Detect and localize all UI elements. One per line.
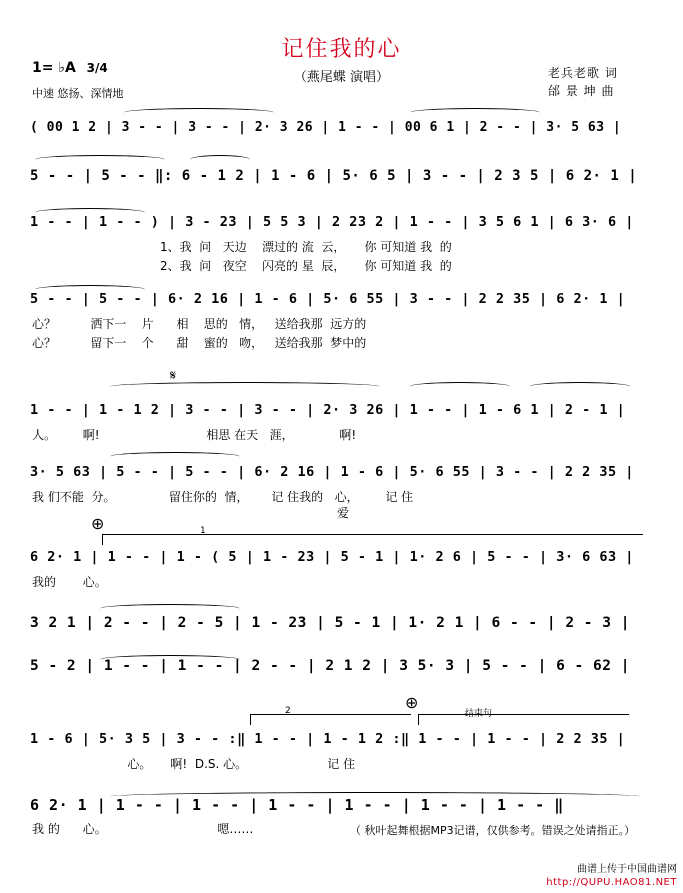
slur	[35, 155, 165, 164]
score-line: 6 2· 1 | 1 - - | 1 - - | 1 - - | 1 - - | 1 - - | 1 - - ‖	[30, 796, 564, 814]
score-line: 3· 5 63 | 5 - - | 5 - - | 6· 2 16 | 1 - 6 | 5· 6 55 | 3 - - | 2 2 35 |	[30, 464, 634, 480]
slur	[110, 452, 240, 461]
site-footer	[546, 863, 677, 889]
score-line: 5 - 2 | 1 - - | 1 - - | 2 - - | 2 1 2 | 3 5· 3 | 5 - - | 6 - 62 |	[30, 658, 630, 674]
transcription-note: （ 秋叶起舞根据MP3记谱，仅供参考。错误之处请指正。）	[350, 824, 636, 837]
slur	[190, 155, 250, 164]
credits	[548, 64, 618, 100]
lyricist: 老兵老歌 词	[548, 66, 618, 80]
score-line: 1 - 6 | 5· 3 5 | 3 - - :‖ 1 - - | 1 - 1 2 :‖ 1 - - | 1 - - | 2 2 35 |	[30, 731, 626, 747]
score-line: 6 2· 1 | 1 - - | 1 - ( 5 | 1 - 23 | 5 - 1 | 1· 2 6 | 5 - - | 3· 6 63 |	[30, 549, 634, 565]
slur	[410, 382, 510, 391]
score-line: 1 - - | 1 - - ) | 3 - 23 | 5 5 3 | 2 23 2 | 1 - - | 3 5 6 1 | 6 3· 6 |	[30, 214, 634, 230]
footer-line1: 曲谱上传于中国曲谱网	[577, 864, 677, 875]
final-ending-bracket	[418, 714, 629, 725]
lyric-line: 1、我 问 天边 漂过的 流 云， 你 可知道 我 的	[160, 240, 452, 254]
lyric-line: 我 的 心。 嗯……	[32, 822, 254, 836]
coda-icon: ⊕	[405, 693, 419, 712]
first-ending-label: 1	[200, 526, 206, 536]
key-signature	[32, 60, 108, 76]
composer: 邰 景 坤 曲	[548, 84, 615, 98]
score-line: 3 2 1 | 2 - - | 2 - 5 | 1 - 23 | 5 - 1 | 1· 2 1 | 6 - - | 2 - 3 |	[30, 615, 630, 631]
lyric-line: 人。 啊! 相思 在天 涯， 啊!	[32, 428, 357, 442]
segno-icon: 𝄋	[170, 368, 177, 384]
slur	[100, 655, 240, 664]
slur	[124, 108, 274, 117]
first-ending-bracket	[102, 534, 643, 545]
meter: 3/4	[86, 61, 108, 75]
coda-icon: ⊕	[91, 514, 105, 533]
second-ending-label: 2	[285, 706, 291, 716]
lyric-line: 我的 心。	[32, 575, 107, 589]
slur	[100, 604, 240, 613]
lyric-line: 我 们不能 分。 留住你的 情， 记 住我的 心， 记 住	[32, 490, 414, 504]
slur	[35, 208, 145, 217]
slur	[110, 792, 640, 801]
lyric-alt: 爱	[337, 506, 350, 520]
slur	[110, 382, 380, 391]
lyric-line: 心？ 留下一 个 甜 蜜的 吻， 送给我那 梦中的	[32, 336, 367, 350]
slur	[530, 382, 630, 391]
singer-credit: （燕尾蝶 演唱）	[293, 70, 390, 85]
slur	[35, 285, 145, 294]
tempo-marking: 中速 悠扬、深情地	[32, 87, 124, 100]
footer-url: http://QUPU.HAO81.NET	[546, 877, 677, 888]
score-line: 5 - - | 5 - - ‖: 6 - 1 2 | 1 - 6 | 5· 6 5 | 3 - - | 2 3 5 | 6 2· 1 |	[30, 168, 638, 184]
lyric-line: 心？ 洒下一 片 相 思的 情， 送给我那 远方的	[32, 317, 367, 331]
final-ending-label: 结束句	[465, 709, 493, 719]
lyric-line: 2、我 问 夜空 闪亮的 星 辰， 你 可知道 我 的	[160, 259, 452, 273]
score-line: ( 00 1 2 | 3 - - | 3 - - | 2· 3 26 | 1 - - | 00 6 1 | 2 - - | 3· 5 63 |	[30, 120, 622, 135]
song-title: 记住我的心	[281, 37, 402, 62]
score-line: 1 - - | 1 - 1 2 | 3 - - | 3 - - | 2· 3 26 | 1 - - | 1 - 6 1 | 2 - 1 |	[30, 402, 626, 418]
lyric-line: 心。 啊! D.S. 心。 记 住	[32, 757, 356, 771]
second-ending-bracket	[250, 714, 411, 725]
score-line: 5 - - | 5 - - | 6· 2 16 | 1 - 6 | 5· 6 55 | 3 - - | 2 2 35 | 6 2· 1 |	[30, 291, 626, 307]
key-text: 1= ♭A	[32, 60, 76, 76]
slur	[410, 108, 540, 117]
